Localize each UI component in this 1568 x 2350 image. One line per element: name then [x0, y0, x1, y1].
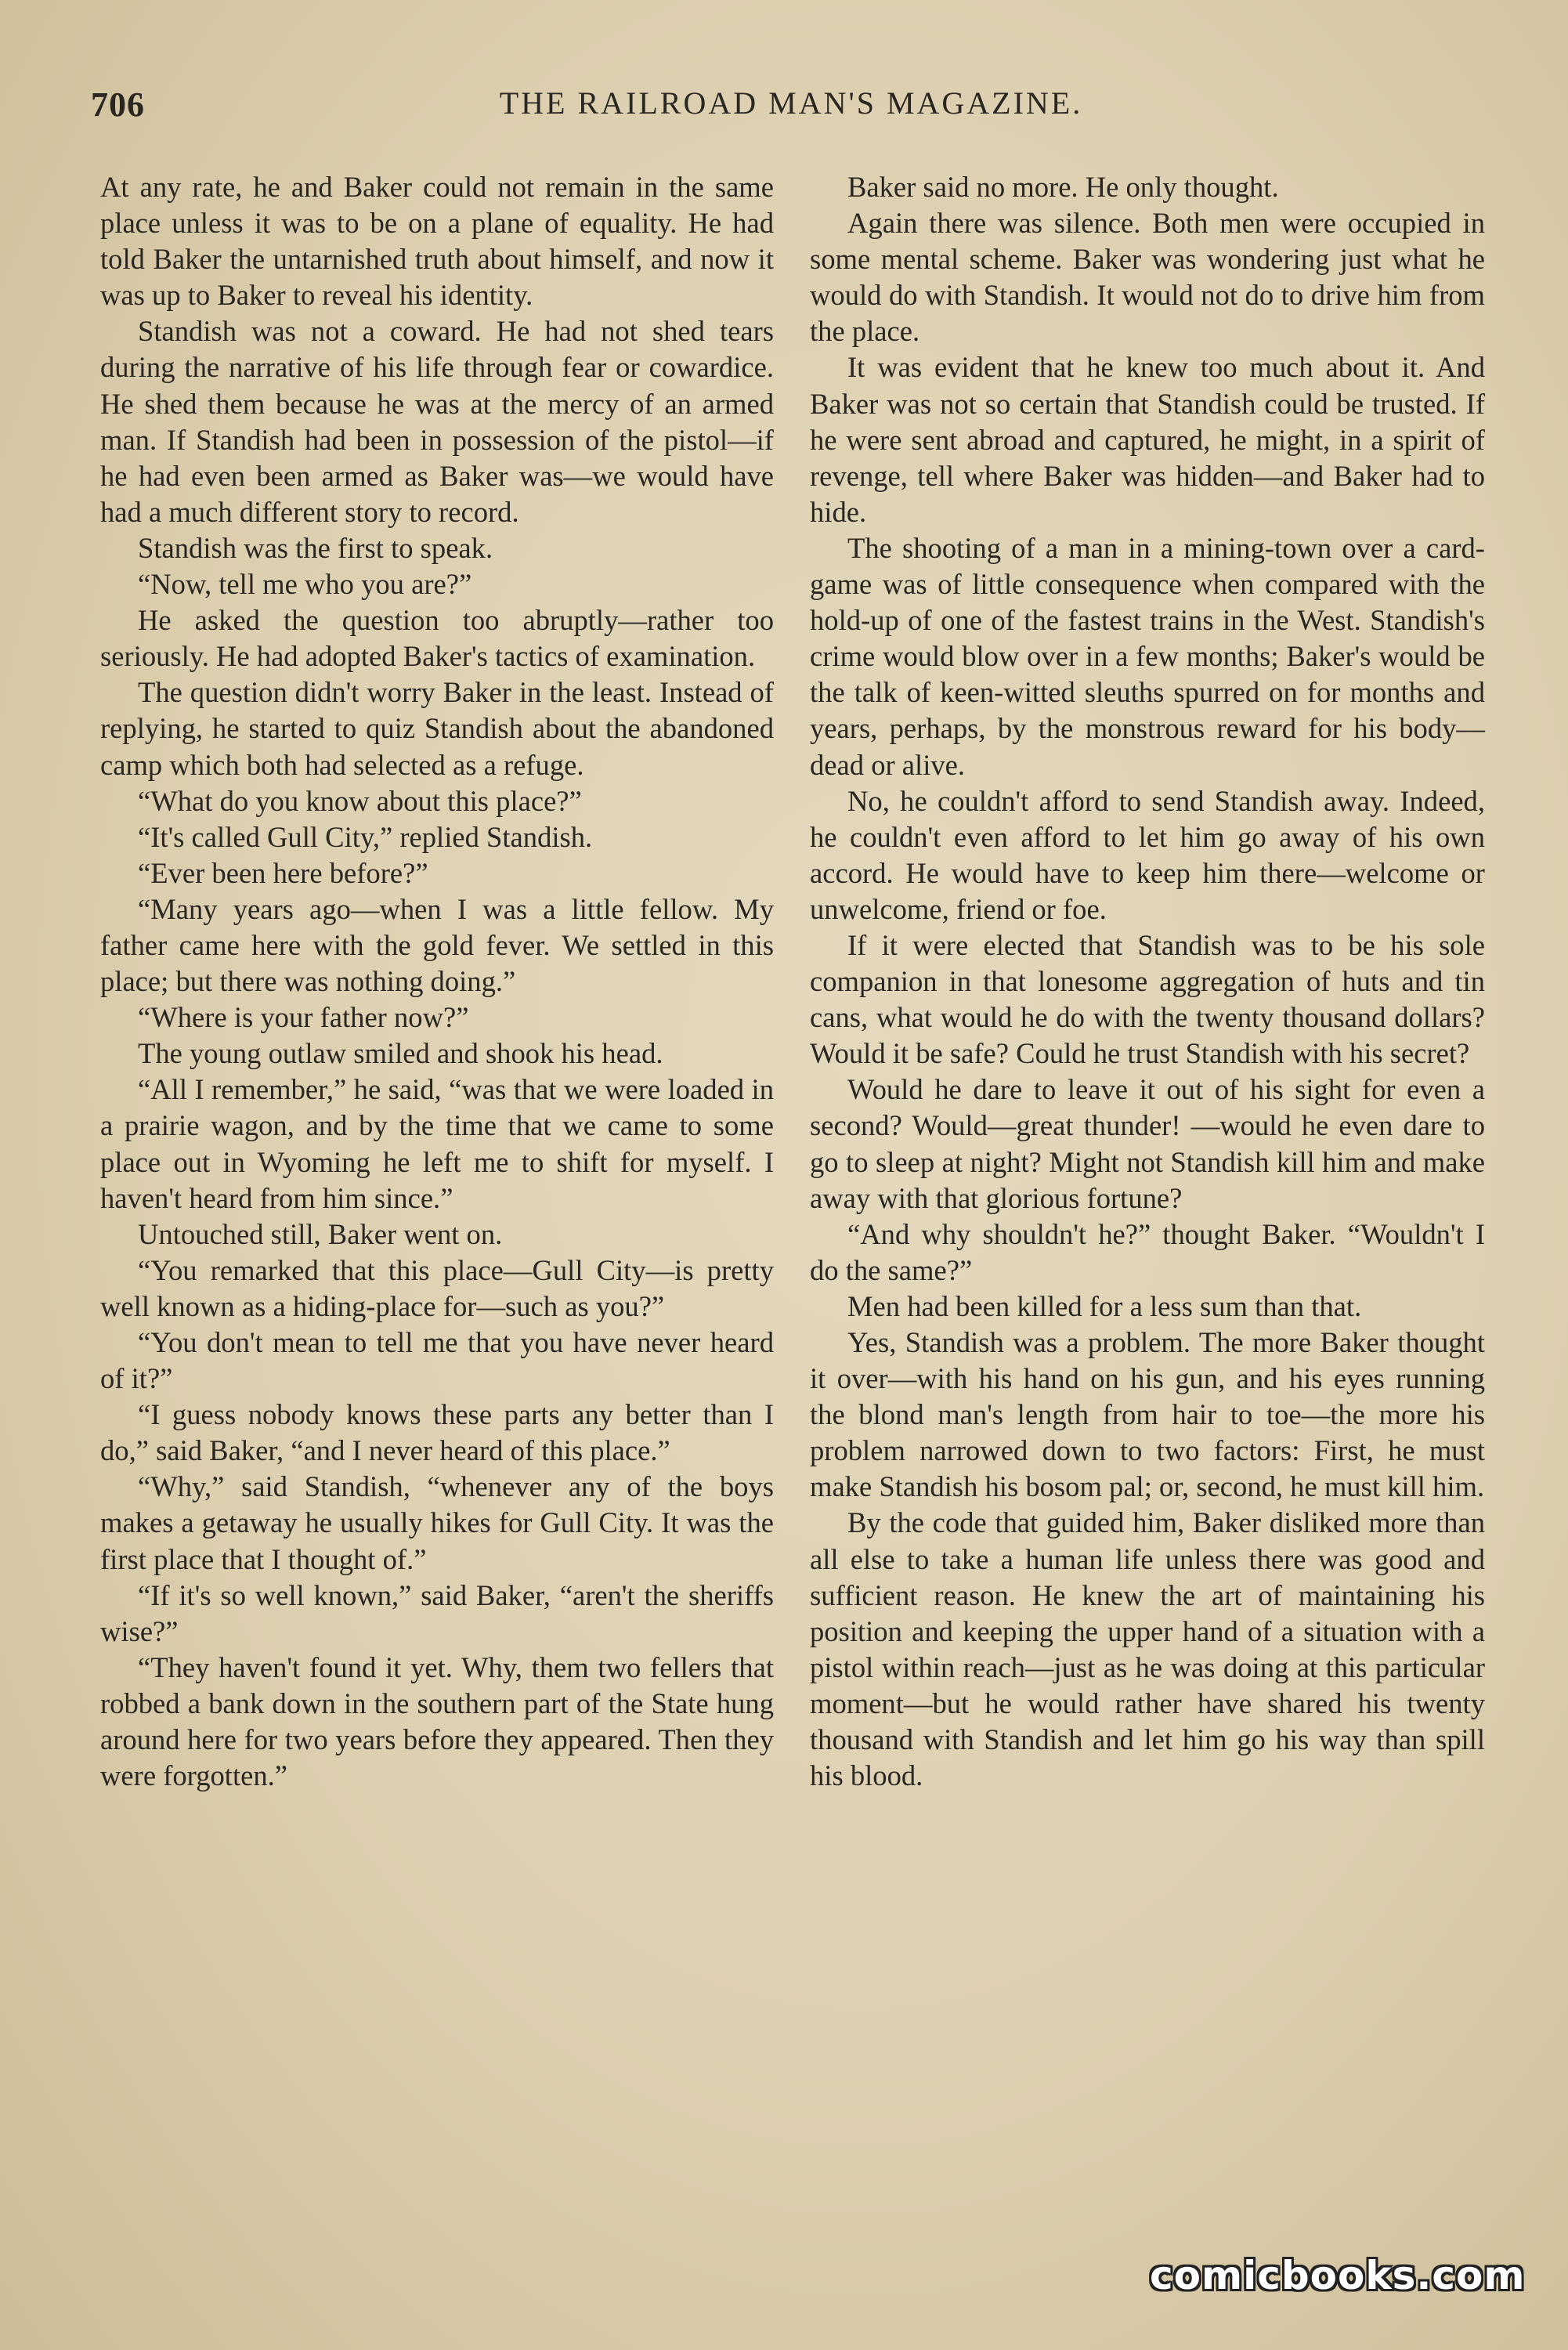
- paragraph: By the code that guided him, Baker disliked more than all else to take a human life unless there was good and sufficient reason. He knew the art of maintaining his position and keeping the upper hand of a situation with a pistol within reach—just as he was doing at this particular moment—but he would rather have shared his twenty thousand with Standish and let him go his way than spill his blood.: [810, 1506, 1485, 1792]
- paragraph: Yes, Standish was a problem. The more Baker thought it over—with his hand on his gun, and his eyes running the blond man's length from hair to toe—the more his problem narrowed down to two factors: First, he must make Standish his bosom pal; or, second, he must kill him.: [810, 1326, 1485, 1503]
- page-number: 706: [91, 85, 145, 124]
- paragraph: He asked the question too abruptly—rather too seriously. He had adopted Baker's tactics of examination.: [100, 604, 774, 673]
- paragraph: “Ever been here before?”: [138, 856, 428, 889]
- page-header: [86, 85, 1496, 139]
- paragraph: “I guess nobody knows these parts any better than I do,” said Baker, “and I never heard of this place.”: [100, 1398, 774, 1467]
- paragraph: “You remarked that this place—Gull City—is pretty well known as a hiding-place for—such as you?”: [100, 1253, 774, 1322]
- paragraph: Baker said no more. He only thought.: [847, 171, 1279, 203]
- paragraph: If it were elected that Standish was to be his sole companion in that lonesome aggregation of huts and tin cans, what would he do with the twenty thousand dollars? Would it be safe? Could he trust Standish with his secret?: [810, 928, 1485, 1070]
- paragraph: “All I remember,” he said, “was that we were loaded in a prairie wagon, and by the time that we came to some place out in Wyoming he left me to shift for myself. I haven't heard from him since.”: [100, 1073, 774, 1214]
- paragraph: Untouched still, Baker went on.: [138, 1217, 503, 1250]
- right-column: [810, 169, 1485, 1794]
- paragraph: “They haven't found it yet. Why, them two fellers that robbed a bank down in the southern part of the State hung around here for two years before they appeared. Then they were forgotten.”: [100, 1650, 774, 1792]
- left-column: [100, 169, 774, 1794]
- paragraph: “Many years ago—when I was a little fellow. My father came here with the gold fever. We settled in this place; but there was nothing doing.”: [100, 892, 774, 998]
- paragraph: At any rate, he and Baker could not remain in the same place unless it was to be on a plane of equality. He had told Baker the untarnished truth about himself, and now it was up to Baker to reveal his identity.: [100, 171, 774, 312]
- paragraph: “You don't mean to tell me that you have never heard of it?”: [100, 1326, 774, 1395]
- paragraph: No, he couldn't afford to send Standish away. Indeed, he couldn't even afford to let him go away of his own accord. He would have to keep him there—welcome or unwelcome, friend or foe.: [810, 784, 1485, 925]
- paragraph: Again there was silence. Both men were occupied in some mental scheme. Baker was wondering just what he would do with Standish. It would not do to drive him from the place.: [810, 207, 1485, 348]
- paragraph: The shooting of a man in a mining-town over a card-game was of little consequence when compared with the hold-up of one of the fastest trains in the West. Standish's crime would blow over in a few months; Baker's would be the talk of keen-witted sleuths spurred on for months and years, perhaps, by the monstrous reward for his body—dead or alive.: [810, 531, 1485, 781]
- paragraph: “What do you know about this place?”: [138, 784, 582, 817]
- paragraph: “If it's so well known,” said Baker, “aren't the sheriffs wise?”: [100, 1578, 774, 1647]
- paragraph: Would he dare to leave it out of his sight for even a second? Would—great thunder! —would he even dare to go to sleep at night? Might not Standish kill him and make away with that glorious fortune?: [810, 1073, 1485, 1214]
- paragraph: “And why shouldn't he?” thought Baker. “Wouldn't I do the same?”: [810, 1217, 1485, 1286]
- paragraph: “Why,” said Standish, “whenever any of the boys makes a getaway he usually hikes for Gull City. It was the first place that I thought of.”: [100, 1470, 774, 1575]
- paragraph: Men had been killed for a less sum than that.: [847, 1289, 1362, 1322]
- paragraph: It was evident that he knew too much about it. And Baker was not so certain that Standish could be trusted. If he were sent abroad and captured, he might, in a spirit of revenge, tell where Baker was hidden—and Baker had to hide.: [810, 351, 1485, 528]
- paragraph: “It's called Gull City,” replied Standish.: [138, 820, 593, 853]
- paragraph: Standish was not a coward. He had not shed tears during the narrative of his life through fear or cowardice. He shed them because he was at the mercy of an armed man. If Standish had been in possession of the pistol—if he had even been armed as Baker was—we would have had a much different story to record.: [100, 315, 774, 528]
- paragraph: Standish was the first to speak.: [138, 531, 493, 564]
- paragraph: The young outlaw smiled and shook his head.: [138, 1037, 663, 1070]
- paragraph: “Now, tell me who you are?”: [138, 568, 472, 601]
- running-head: THE RAILROAD MAN'S MAGAZINE.: [499, 85, 1083, 121]
- paragraph: “Where is your father now?”: [138, 1001, 469, 1034]
- paragraph: The question didn't worry Baker in the least. Instead of replying, he started to quiz Standish about the abandoned camp which both had selected as a refuge.: [100, 676, 774, 781]
- watermark-logo: comicbooks.com: [1150, 2253, 1526, 2298]
